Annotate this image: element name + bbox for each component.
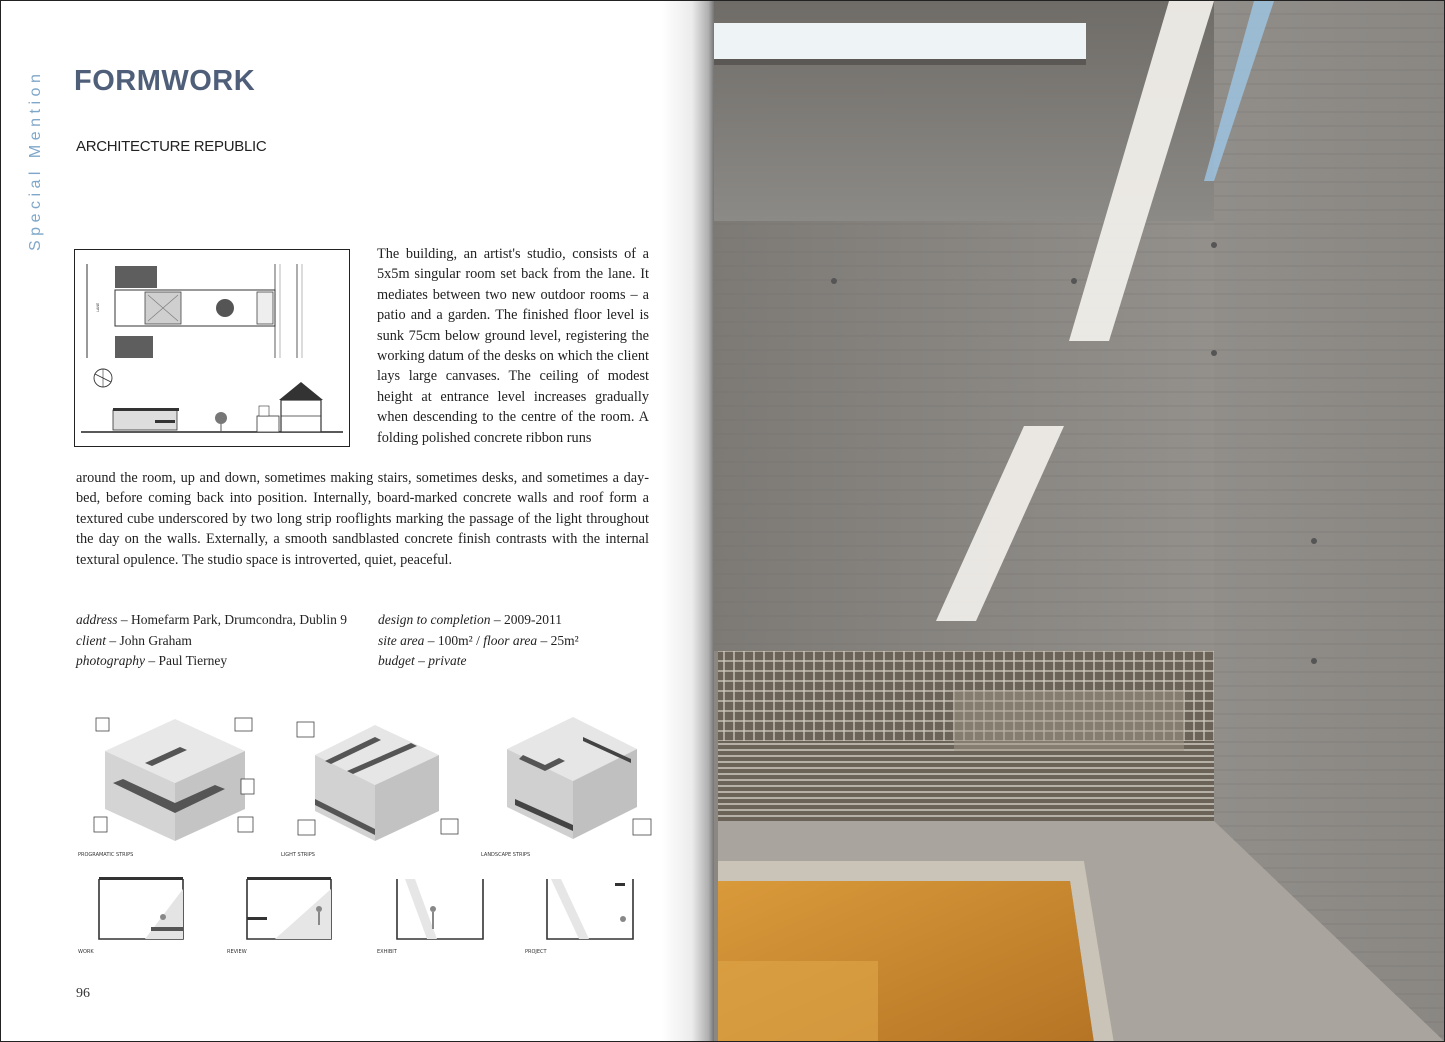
budget-value: private <box>428 653 467 668</box>
project-details-left <box>76 610 347 672</box>
photography-value: Paul Tierney <box>158 653 228 668</box>
left-page <box>1 1 707 1042</box>
project-label: PROJECT <box>525 949 547 955</box>
area-line: site area – 100m² / floor area – 25m² <box>378 632 579 648</box>
interior-photo-svg <box>714 1 1445 1042</box>
project-section-diagram <box>525 879 633 955</box>
book-gutter-shadow <box>661 1 717 1042</box>
concept-diagrams-svg <box>75 713 665 963</box>
design-value: 2009-2011 <box>503 612 562 627</box>
client-label: client <box>76 632 106 648</box>
budget-line: budget – private <box>378 653 467 668</box>
concept-diagrams <box>75 713 665 963</box>
exhibit-section-diagram <box>377 879 483 955</box>
tree-section <box>215 412 227 424</box>
light-label: LIGHT STRIPS <box>281 852 315 858</box>
address-label: address <box>76 612 118 627</box>
client-value: John Graham <box>119 632 192 648</box>
plan-block <box>115 336 153 358</box>
page-number: 96 <box>76 986 90 1001</box>
programmatic-label: PROGRAMATIC STRIPS <box>78 852 134 858</box>
landscape-icon <box>633 819 651 835</box>
project-details-right <box>378 610 579 672</box>
floor-value: 25m² <box>550 632 579 648</box>
project-title: FORMWORK <box>74 65 256 97</box>
work-section-diagram <box>78 877 183 955</box>
site-plan-drawing <box>74 249 350 447</box>
address-value: Homefarm Park, Drumcondra, Dublin 9 <box>131 612 347 627</box>
review-section-diagram <box>227 877 331 955</box>
body-text-continued: around the room, up and down, sometimes making stairs, sometimes desks, and sometimes a day-bed, before coming back into position. Internally, board-marked concrete walls and roof form a textured cube underscored by two long strip rooflights marking the passage of the light throughout the day on the walls. Externally, a smooth sandblasted concrete finish contrasts with the internal textural opulence. The studio space is introverted, quiet, peaceful. <box>76 470 649 568</box>
photography-line: photography – Paul Tierney <box>76 653 228 668</box>
design-label: design to completion <box>378 612 491 627</box>
floor-label: floor area <box>483 632 538 648</box>
photography-label: photography <box>76 653 145 668</box>
work-label: WORK <box>78 949 94 955</box>
person-icon <box>94 817 107 832</box>
plan-outline <box>115 290 275 326</box>
design-line: design to completion – 2009-2011 <box>378 612 562 627</box>
review-label: REVIEW <box>227 949 247 955</box>
light-strips-diagram <box>281 722 458 858</box>
person-icon <box>241 779 254 794</box>
sun-icon <box>298 820 315 835</box>
client-line: client – John Graham <box>76 632 192 648</box>
monitor-icon <box>96 718 109 731</box>
site-value: 100m² <box>437 632 473 648</box>
interior-photograph <box>714 1 1445 1042</box>
landscape-strips-diagram <box>481 717 651 858</box>
person-icon <box>238 817 253 832</box>
landscape-label: LANDSCAPE STRIPS <box>481 852 531 858</box>
exhibit-label: EXHIBIT <box>377 949 397 955</box>
architect-name: ARCHITECTURE REPUBLIC <box>76 138 267 155</box>
lane-label: LANE <box>96 302 100 312</box>
tree-plan <box>216 299 234 317</box>
body-text-intro: The building, an artist's studio, consists of a 5x5m singular room set back from the lane. It mediates between two new outdoor rooms – a patio and a garden. The finished floor level is sunk 75cm below ground level, registering the working datum of the desks on which the client lays large canvases. The ceiling of modest height at entrance level increases gradually when descending to the centre of the room. A folding polished concrete ribbon runs <box>377 246 649 446</box>
programmatic-strips-diagram <box>78 718 254 858</box>
site-label: site area <box>378 632 425 648</box>
house-section <box>279 382 323 400</box>
site-plan-svg <box>75 250 348 445</box>
sun-icon <box>297 722 314 737</box>
section-label: Special Mention <box>27 69 44 251</box>
plan-block <box>115 266 157 288</box>
budget-label: budget <box>378 653 415 668</box>
stairs-icon <box>235 718 252 731</box>
address-line: address – Homefarm Park, Drumcondra, Dublin 9 <box>76 612 347 627</box>
sun-icon <box>441 819 458 834</box>
rooflight-strip <box>714 23 1086 61</box>
